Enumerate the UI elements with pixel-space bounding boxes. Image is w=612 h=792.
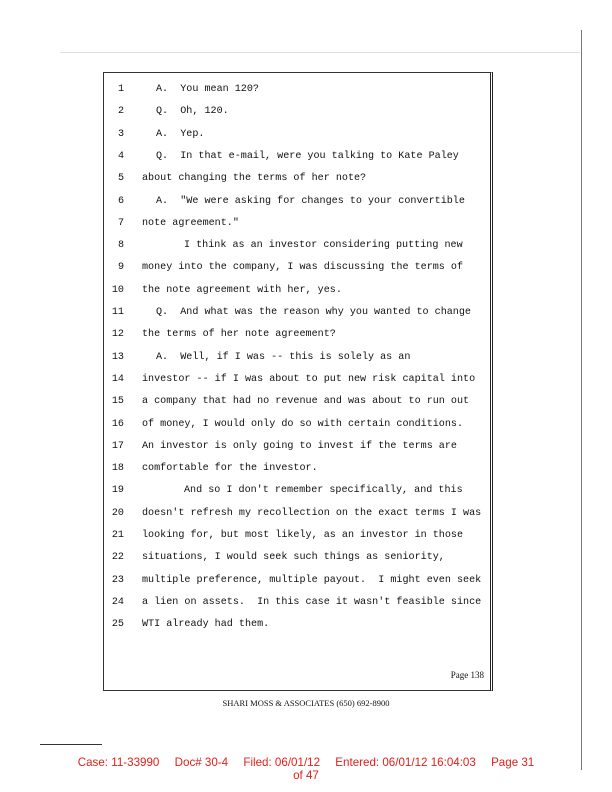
entered-date: Entered: 06/01/12 16:04:03	[335, 756, 476, 769]
line-number: 17	[111, 440, 124, 452]
line-text: a lien on assets. In this case it wasn't feasible since	[142, 596, 482, 608]
line-number: 21	[111, 530, 124, 541]
line-text: about changing the terms of her note?	[142, 173, 367, 185]
filed-date: Filed: 06/01/12	[243, 756, 321, 769]
page-total: of 47	[293, 769, 319, 782]
line-number: 6	[117, 195, 124, 207]
line-text: A. "We were asking for changes to your convertible	[156, 195, 465, 207]
line-number: 4	[117, 150, 124, 162]
line-number: 5	[117, 173, 124, 185]
line-number: 13	[111, 351, 124, 363]
line-number: 22	[111, 552, 124, 564]
court-filing-stamp-line2	[0, 769, 612, 782]
line-number: 25	[111, 619, 124, 631]
line-text: And so I don't remember specifically, and this	[184, 485, 463, 497]
line-number: 1	[117, 84, 124, 95]
line-number: 20	[111, 507, 124, 519]
line-text: doesn't refresh my recollection on the exact terms I was	[142, 507, 482, 519]
line-number: 7	[117, 217, 124, 229]
line-number: 9	[117, 262, 124, 274]
line-number: 14	[111, 373, 124, 385]
line-text: the note agreement with her, yes.	[142, 284, 342, 296]
line-number: 23	[111, 574, 124, 586]
line-text: a company that had no revenue and was about to run out	[142, 396, 470, 408]
court-reporter-footer: SHARI MOSS & ASSOCIATES (650) 692-8900	[222, 698, 390, 708]
line-text: A. You mean 120?	[156, 84, 259, 95]
case-number: Case: 11-33990	[77, 756, 160, 769]
line-number: 11	[111, 307, 124, 318]
line-number: 3	[117, 128, 124, 140]
doc-number: Doc# 30-4	[174, 756, 229, 769]
line-text: investor -- if I was about to put new risk capital into	[142, 373, 476, 385]
line-text: comfortable for the investor.	[142, 463, 318, 475]
transcript-page	[103, 72, 493, 691]
line-text: A. Yep.	[156, 128, 205, 140]
page-of: Page 31	[491, 756, 535, 769]
court-filing-stamp	[0, 756, 612, 769]
footnote-rule	[40, 744, 102, 745]
line-text: An investor is only going to invest if the terms are	[142, 440, 457, 452]
line-number: 15	[111, 396, 124, 408]
line-number: 2	[117, 106, 124, 118]
scan-edge-top	[60, 52, 580, 53]
scan-edge-right	[581, 30, 582, 770]
line-number: 8	[117, 240, 124, 252]
line-text: A. Well, if I was -- this is solely as an	[156, 351, 411, 363]
line-number: 12	[111, 329, 124, 341]
line-text: multiple preference, multiple payout. I might even seek	[142, 574, 482, 586]
line-number: 18	[111, 463, 124, 475]
line-number: 24	[111, 596, 124, 608]
line-text: of money, I would only do so with certain conditions.	[142, 418, 464, 430]
transcript-page-number: Page 138	[450, 670, 484, 680]
line-text: the terms of her note agreement?	[142, 329, 336, 341]
line-text: WTI already had them.	[142, 619, 270, 631]
line-text: Q. Oh, 120.	[156, 106, 229, 118]
line-number: 10	[111, 284, 124, 296]
line-text: situations, I would seek such things as seniority,	[142, 552, 445, 564]
line-text: I think as an investor considering putting new	[184, 240, 463, 252]
line-text: money into the company, I was discussing the terms of	[142, 262, 464, 274]
line-text: note agreement."	[142, 217, 239, 229]
line-number: 19	[111, 485, 124, 497]
line-text: Q. In that e-mail, were you talking to Kate Paley	[156, 150, 459, 162]
line-number: 16	[111, 418, 124, 430]
line-text: looking for, but most likely, as an investor in those	[142, 530, 464, 541]
line-text: Q. And what was the reason why you wanted to change	[156, 307, 471, 318]
